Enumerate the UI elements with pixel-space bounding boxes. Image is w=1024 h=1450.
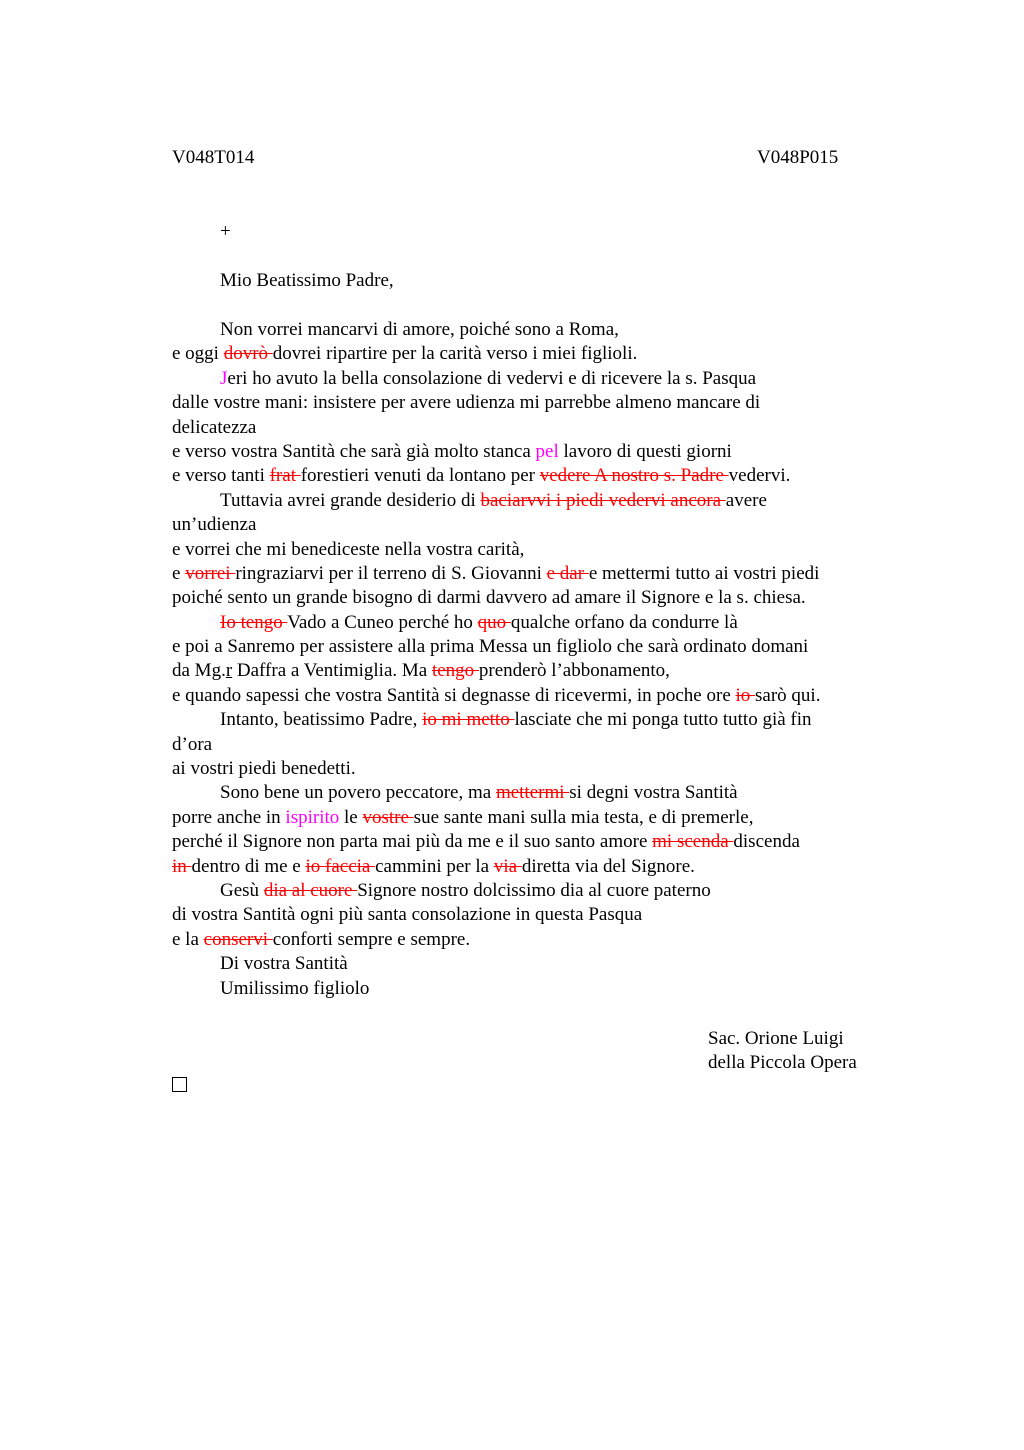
text-segment: e quando sapessi che vostra Santità si degnasse di ricevermi, in poche ore	[172, 684, 736, 706]
text-segment: d’ora	[172, 733, 213, 755]
signature-affiliation: della Piccola Opera	[708, 1052, 857, 1074]
text-segment: le	[339, 806, 363, 828]
struck-text: tengo	[431, 660, 479, 682]
struck-text: mi scenda	[652, 831, 734, 853]
text-segment: sarò qui.	[755, 684, 821, 706]
text-segment: e poi a Sanremo per assistere alla prima Messa un figliolo che sarà ordinato domani	[172, 636, 809, 658]
struck-text: e dar	[546, 562, 589, 584]
text-segment: perché il Signore non parta mai più da me e il suo santo amore	[172, 831, 653, 853]
text-segment: eri ho avuto la bella consolazione di vedervi e di ricevere la s. Pasqua	[227, 367, 757, 389]
letter-line	[172, 708, 892, 732]
text-segment: qualche orfano da condurre là	[510, 611, 738, 633]
letter-line	[172, 928, 892, 952]
text-segment: Signore nostro dolcissimo dia al cuore paterno	[357, 879, 711, 901]
struck-text: io faccia	[305, 855, 376, 877]
document-code-left: V048T014	[172, 147, 255, 168]
text-segment: e verso vostra Santità che sarà già molto stanca	[172, 440, 536, 462]
letter-line	[172, 464, 892, 488]
letter-line	[172, 318, 892, 342]
text-segment: e verso tanti	[172, 465, 270, 487]
text-segment: ringraziarvi per il terreno di S. Giovanni	[235, 562, 547, 584]
text-segment: Non vorrei mancarvi di amore, poiché sono a Roma,	[220, 319, 619, 340]
text-segment: dovrei ripartire per la carità verso i miei figlioli.	[272, 343, 638, 365]
text-segment: Daffra a Ventimiglia. Ma	[232, 660, 432, 682]
text-segment: cammini per la	[375, 855, 494, 877]
document-code-right: V048P015	[757, 147, 839, 168]
inserted-text: J	[220, 367, 228, 389]
text-segment: un’udienza	[172, 514, 257, 536]
letter-line	[172, 391, 892, 415]
text-segment: si degni vostra Santità	[569, 782, 738, 804]
text-segment: dentro di me e	[191, 855, 306, 877]
signature-name: Sac. Orione Luigi	[708, 1028, 844, 1049]
struck-text: dia al cuore	[263, 879, 358, 901]
text-segment: vedervi.	[728, 465, 791, 487]
text-segment: e vorrei che mi benediceste nella vostra carità,	[172, 538, 525, 560]
letter-line	[172, 416, 892, 440]
letter-line	[172, 952, 892, 976]
letter-line	[172, 879, 892, 903]
text-segment: porre anche in	[172, 806, 286, 828]
letter-line	[172, 903, 892, 927]
letter-line	[172, 586, 892, 610]
letter-line	[172, 855, 892, 879]
text-segment: e	[172, 562, 186, 584]
struck-text: in	[172, 855, 192, 877]
text-segment: lavoro di questi giorni	[558, 440, 732, 462]
text-segment: dalle vostre mani: insistere per avere udienza mi parrebbe almeno mancare di	[172, 392, 761, 414]
struck-text: baciarvvi i piedi vedervi ancora	[480, 489, 726, 511]
text-segment: Umilissimo figliolo	[220, 977, 370, 999]
cross-mark: +	[220, 221, 231, 242]
letter-line	[172, 733, 892, 757]
struck-text: via	[493, 855, 522, 877]
text-segment: Vado a Cuneo perché ho	[287, 611, 478, 633]
letter-line	[172, 611, 892, 635]
salutation: Mio Beatissimo Padre,	[220, 270, 394, 291]
text-segment: avere	[725, 489, 767, 511]
text-segment: Di vostra Santità	[220, 953, 348, 975]
text-segment: sue sante mani sulla mia testa, e di premerle,	[413, 806, 754, 828]
signature-block	[708, 1027, 857, 1076]
letter-line	[172, 806, 892, 830]
text-segment: Tuttavia avrei grande desiderio di	[220, 489, 481, 511]
struck-text: quo	[477, 611, 511, 633]
letter-line	[172, 440, 892, 464]
letter-line	[172, 977, 892, 1001]
text-segment: lasciate che mi ponga tutto tutto già fin	[514, 709, 812, 731]
letter-line	[172, 659, 892, 683]
text-segment: Sono bene un povero peccatore, ma	[220, 782, 496, 804]
end-box-icon	[172, 1077, 187, 1092]
text-segment: e oggi	[172, 343, 224, 365]
struck-text: frat	[269, 465, 301, 487]
text-segment: discenda	[733, 831, 800, 853]
struck-text: dovrò	[223, 343, 273, 365]
struck-text: mettermi	[495, 782, 570, 804]
text-segment: delicatezza	[172, 416, 257, 438]
letter-line	[172, 684, 892, 708]
letter-line	[172, 635, 892, 659]
struck-text: vorrei	[185, 562, 236, 584]
struck-text: vostre	[362, 806, 414, 828]
text-segment: ai vostri piedi benedetti.	[172, 758, 356, 780]
letter-line	[172, 830, 892, 854]
text-segment: diretta via del Signore.	[521, 855, 695, 877]
text-segment: Gesù	[220, 879, 264, 901]
letter-line	[172, 562, 892, 586]
text-segment: e la	[172, 928, 204, 950]
struck-text: vedere A nostro s. Padre	[539, 465, 729, 487]
letter-body	[172, 318, 892, 1001]
text-segment: conforti sempre e sempre.	[272, 928, 471, 950]
letter-line	[172, 342, 892, 366]
inserted-text: ispirito	[285, 806, 340, 828]
letter-line	[172, 781, 892, 805]
struck-text: io	[735, 684, 756, 706]
struck-text: conservi	[203, 928, 273, 950]
text-segment: poiché sento un grande bisogno di darmi davvero ad amare il Signore e la s. chiesa.	[172, 587, 806, 609]
inserted-text: pel	[535, 440, 559, 462]
letter-line	[172, 489, 892, 513]
struck-text: Io tengo	[220, 611, 288, 633]
letter-line	[172, 367, 892, 391]
letter-line	[172, 513, 892, 537]
text-segment: da Mg.	[172, 660, 226, 682]
text-segment: e mettermi tutto ai vostri piedi	[588, 562, 820, 584]
letter-line	[172, 538, 892, 562]
struck-text: io mi metto	[422, 709, 515, 731]
text-segment: r	[225, 660, 233, 682]
letter-line	[172, 757, 892, 781]
text-segment: Intanto, beatissimo Padre,	[220, 709, 423, 731]
text-segment: prenderò l’abbonamento,	[478, 660, 670, 682]
text-segment: di vostra Santità ogni più santa consolazione in questa Pasqua	[172, 904, 643, 926]
text-segment: forestieri venuti da lontano per	[300, 465, 540, 487]
